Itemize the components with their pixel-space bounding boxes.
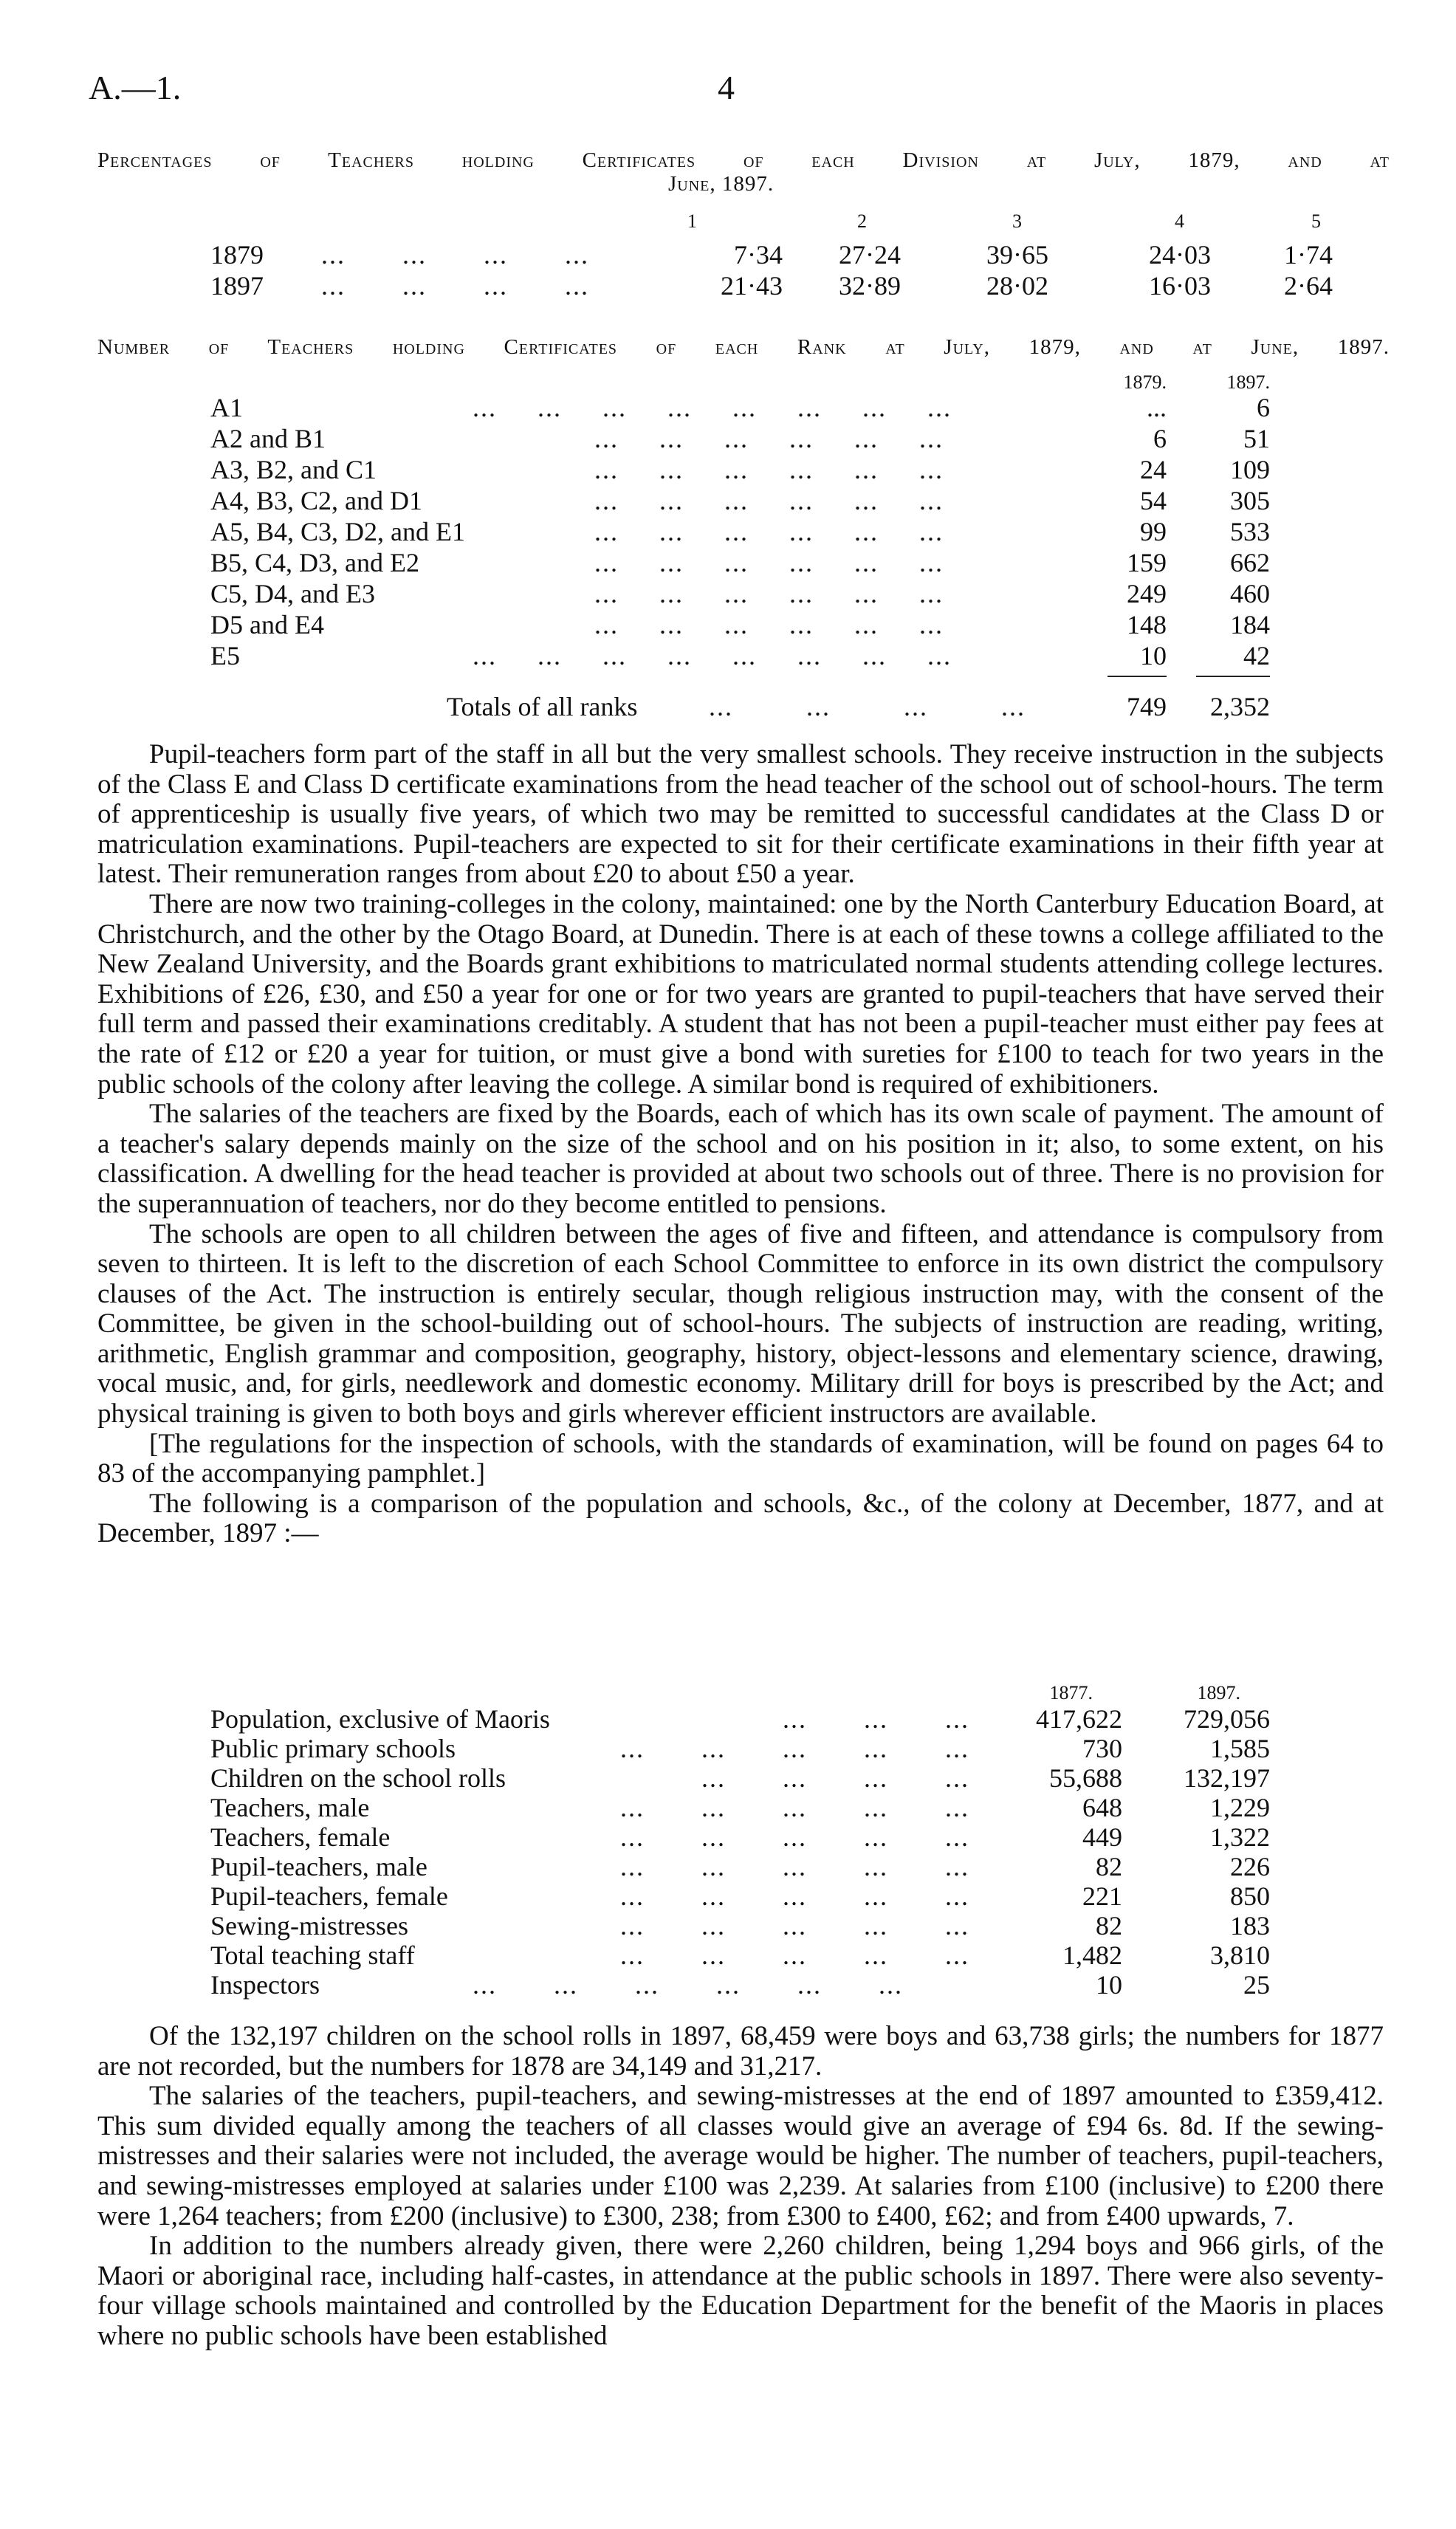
table2-row-label: A1 [210,393,243,422]
table1-value: 39·65 [986,240,1048,270]
table2-1879: 148 [1127,610,1167,639]
paragraph: The schools are open to all children between the ages of five and fifteen, and attendance is compulsory from seven to thirteen. It is left to the discretion of each School Committee to enforce in its own district the compulsory clauses of the Act. The instruction is entirely secular, though religious instruction may, with the consent of the Committee, be given in the school-building out of school-hours. The subjects of instruction are reading, writing, arithmetic, English grammar and composition, geography, history, object-lessons and elementary science, drawing, vocal music, and, for girls, needlework and domestic economy. Military drill for boys is prescribed by the Act; and physical training is given to both boys and girls wherever efficient instructors are available. [97,1218,1384,1430]
table2-1879: 99 [1140,517,1167,546]
body-text-b [97,2022,1384,2352]
total-rule [1196,676,1270,677]
table1-year: 1879 [210,240,264,270]
table1-value: 28·02 [986,271,1048,301]
table2-1879: 54 [1140,486,1167,515]
table3-1877: 82 [1096,1852,1122,1881]
table2-1897: 305 [1230,486,1270,515]
leader-dots: ... ... ... ... [701,1763,969,1793]
table2-1897: 184 [1230,610,1270,639]
leader-dots: ... ... ... ... ... ... [594,424,944,453]
leader-dots: ... ... ... ... ... [620,1881,969,1911]
table2-1879: 6 [1153,424,1167,453]
table3-1897: 132,197 [1184,1763,1270,1793]
table2-1879: 10 [1140,641,1167,670]
table3-1897: 3,810 [1210,1940,1270,1970]
table2-row-label: B5, C4, D3, and E2 [210,548,419,577]
table2-1879: 249 [1127,579,1167,608]
leader-dots: ... ... ... ... [321,271,589,301]
table3-1897: 850 [1230,1881,1270,1911]
table3-1877: 417,622 [1036,1704,1122,1734]
table2-1897: 42 [1243,641,1270,670]
table2-1879: 159 [1127,548,1167,577]
leader-dots: ... ... ... ... ... ... [473,1970,903,2000]
report-code: A.—1. [89,69,182,106]
paragraph: The following is a comparison of the population and schools, &c., of the colony at December, 1877, and at December, 1897 :— [97,1488,1384,1549]
leader-dots: ... ... ... ... ... [620,1734,969,1763]
table1-value: 1·74 [1284,240,1333,270]
page-number: 4 [718,69,735,106]
table3-1897: 729,056 [1184,1704,1270,1734]
table3-row-label: Pupil-teachers, male [210,1852,427,1881]
table2-title: Number of Teachers holding Certificates of each Rank at July, 1879, and at June, 1897. [97,335,1390,359]
table1-value: 16·03 [1149,271,1211,301]
table2-col-1897: 1897. [1226,371,1270,393]
leader-dots: ... ... ... ... ... [620,1793,969,1822]
table2-1879: 24 [1140,455,1167,484]
leader-dots: ... ... ... ... ... [620,1911,969,1940]
leader-dots: ... ... ... [783,1704,969,1734]
table3-1877: 449 [1082,1822,1122,1852]
paragraph: The salaries of the teachers, pupil-teachers, and sewing-mistresses at the end of 1897 amounted to £359,412. This sum divided equally among the teachers of all classes would give an average of £94 6s. 8d. If the sewing-mistresses and their salaries were not included, the average would be higher. The number of teachers, pupil-teachers, and sewing-mistresses employed at salaries under £100 was 2,239. At salaries from £100 (inclusive) to £200 there were 1,264 teachers; from £200 (inclusive) to £300, 238; from £300 to £400, £62; and from £400 upwards, 7. [97,2081,1384,2231]
leader-dots: ... ... ... ... ... ... [594,455,944,484]
table3-row-label: Pupil-teachers, female [210,1881,448,1911]
table2-1897: 533 [1230,517,1270,546]
table2-row-label: C5, D4, and E3 [210,579,375,608]
table2-totals-label: Totals of all ranks [447,692,638,721]
leader-dots: ... ... ... ... ... [620,1822,969,1852]
table2-1897: 460 [1230,579,1270,608]
paragraph: Pupil-teachers form part of the staff in all but the very smallest schools. They receive instruction in the subjects of the Class E and Class D certificate examinations from the head teacher of the school out of school-hours. The term of apprenticeship is usually five years, of which two may be remitted to successful candidates at the Class D or matriculation examinations. Pupil-teachers are expected to sit for their certificate examinations in their fifth year at latest. Their remuneration ranges from about £20 to about £50 a year. [97,739,1384,890]
table3-col-1877: 1877. [1049,1682,1093,1703]
table1-col-5: 5 [1311,210,1321,232]
table2-total-1897: 2,352 [1210,692,1270,721]
table1-col-2: 2 [857,210,867,232]
table3-row-label: Children on the school rolls [210,1763,506,1793]
total-rule [1108,676,1167,677]
table2-1897: 51 [1243,424,1270,453]
table3-1877: 55,688 [1049,1763,1122,1793]
table3-row-label: Inspectors [210,1970,320,2000]
table3-1897: 1,229 [1210,1793,1270,1822]
table3-row-label: Sewing-mistresses [210,1911,408,1940]
table1-col-1: 1 [687,210,697,232]
leader-dots: ... ... ... ... [321,240,589,270]
table1-title-line2: June, 1897. [668,172,775,196]
table3-1877: 10 [1096,1970,1122,2000]
table2-1897: 662 [1230,548,1270,577]
table1-col-4: 4 [1175,210,1184,232]
table2-row-label: D5 and E4 [210,610,324,639]
leader-dots: ... ... ... ... [709,692,1026,721]
table2-1897: 6 [1257,393,1270,422]
leader-dots: ... ... ... ... ... ... [594,610,944,639]
table1-col-3: 3 [1012,210,1022,232]
table3-1897: 25 [1243,1970,1270,2000]
table2-row-label: A2 and B1 [210,424,326,453]
table3-1897: 1,585 [1210,1734,1270,1763]
table3-row-label: Teachers, male [210,1793,370,1822]
table2-row-label: A4, B3, C2, and D1 [210,486,422,515]
paragraph: Of the 132,197 children on the school rolls in 1897, 68,459 were boys and 63,738 girls; the numbers for 1877 are not recorded, but the numbers for 1878 are 34,149 and 31,217. [97,2021,1384,2082]
paragraph: [The regulations for the inspection of schools, with the standards of examination, will be found on pages 64 to 83 of the accompanying pamphlet.] [97,1428,1384,1489]
table3-1897: 183 [1230,1911,1270,1940]
table2-row-label: A5, B4, C3, D2, and E1 [210,517,465,546]
leader-dots: ... ... ... ... ... ... [594,486,944,515]
table1-value: 2·64 [1284,271,1333,301]
table3-row-label: Population, exclusive of Maoris [210,1704,550,1734]
table3-1897: 1,322 [1210,1822,1270,1852]
table3-col-1897: 1897. [1197,1682,1240,1703]
table3-1877: 1,482 [1062,1940,1122,1970]
table2-row-label: E5 [210,641,240,670]
table3-1877: 221 [1082,1881,1122,1911]
paragraph: There are now two training-colleges in the colony, maintained: one by the North Canterbury Education Board, at Christchurch, and the other by the Otago Board, at Dunedin. There is at each of these towns a college affiliated to the New Zealand University, and the Boards grant exhibitions to matriculated normal students attending college lectures. Exhibitions of £26, £30, and £50 a year for one or for two years are granted to pupil-teachers that have served their full term and passed their examinations creditably. A student that has not been a pupil-teacher must either pay fees at the rate of £12 or £20 a year for tuition, or must give a bond with sureties for £100 to teach for two years in the public schools of the colony after leaving the college. A similar bond is required of exhibitioners. [97,888,1384,1099]
table1-value: 24·03 [1149,240,1211,270]
table1-year: 1897 [210,271,264,301]
table2-total-1879: 749 [1127,692,1167,721]
table3-1877: 82 [1096,1911,1122,1940]
leader-dots: ... ... ... ... ... ... ... ... [473,393,952,422]
table1-value: 27·24 [839,240,901,270]
table2-1879: ... [1147,393,1167,422]
table3-row-label: Teachers, female [210,1822,391,1852]
table1-title: Percentages of Teachers holding Certificates of each Division at July, 1879, and at [97,148,1390,172]
table2-row-label: A3, B2, and C1 [210,455,377,484]
table2-1897: 109 [1230,455,1270,484]
table1-value: 32·89 [839,271,901,301]
table3-row-label: Public primary schools [210,1734,456,1763]
table1-value: 21·43 [721,271,783,301]
table2-col-1879: 1879. [1123,371,1167,393]
paragraph: In addition to the numbers already given, there were 2,260 children, being 1,294 boys and 966 girls, of the Maori or aboriginal race, including half-castes, in attendance at the public schools in 1897. There were also seventy-four village schools maintained and controlled by the Education Department for the benefit of the Maoris in places where no public schools have been established [97,2231,1384,2351]
table3-1897: 226 [1230,1852,1270,1881]
body-text-a [97,740,1384,1549]
leader-dots: ... ... ... ... ... ... [594,579,944,608]
leader-dots: ... ... ... ... ... ... [594,517,944,546]
paragraph: The salaries of the teachers are fixed by the Boards, each of which has its own scale of payment. The amount of a teacher's salary depends mainly on the size of the school and on his position in it; also, to some extent, on his classification. A dwelling for the head teacher is provided at about two schools out of three. There is no provision for the superannuation of teachers, nor do they become entitled to pensions. [97,1099,1384,1219]
table3-row-label: Total teaching staff [210,1940,415,1970]
leader-dots: ... ... ... ... ... [620,1940,969,1970]
leader-dots: ... ... ... ... ... ... [594,548,944,577]
leader-dots: ... ... ... ... ... [620,1852,969,1881]
table3-1877: 648 [1082,1793,1122,1822]
table1-value: 7·34 [734,240,783,270]
leader-dots: ... ... ... ... ... ... ... ... [473,641,952,670]
table3-1877: 730 [1082,1734,1122,1763]
